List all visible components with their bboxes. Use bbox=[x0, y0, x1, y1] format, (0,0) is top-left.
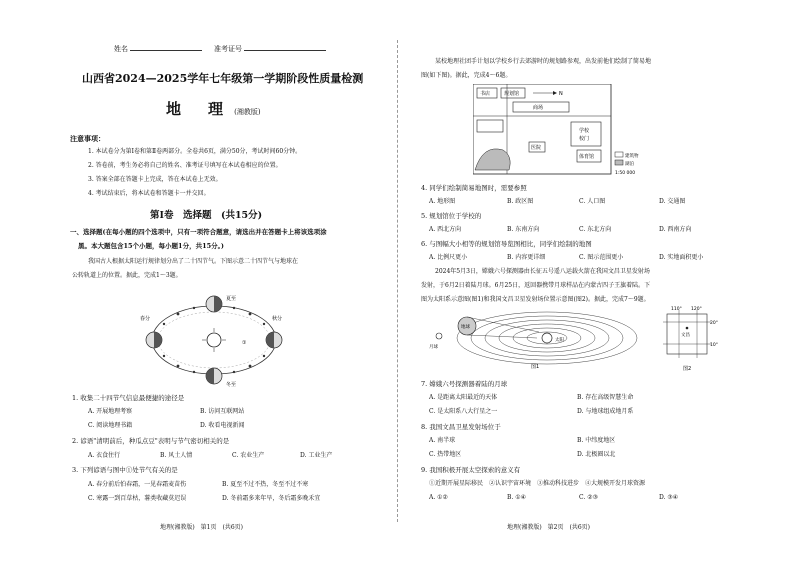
edition-label: (湘教版) bbox=[234, 108, 261, 116]
context-line: 公转轨道上的位置。据此，完成1～3题。 bbox=[72, 272, 182, 279]
option-b[interactable]: B. 内容更详细 bbox=[507, 254, 546, 261]
subject-line bbox=[166, 98, 261, 119]
right-page bbox=[397, 0, 794, 562]
solar-system-figure bbox=[427, 308, 647, 370]
question-stem: 8. 我国文昌卫星发射场位于 bbox=[421, 423, 501, 431]
scale-label: 1:50 000 bbox=[615, 171, 636, 176]
option-a[interactable]: A. 南半球 bbox=[429, 437, 456, 444]
map-label: 校门 bbox=[579, 136, 590, 142]
map-label: 商场 bbox=[533, 105, 544, 111]
sun-icon bbox=[542, 333, 552, 343]
lon-label: 110° bbox=[671, 307, 682, 312]
option-c[interactable]: C. 寒露一到百草枯，薯类收藏莫迟误 bbox=[88, 495, 187, 502]
pointer-line bbox=[467, 317, 539, 332]
option-c[interactable]: C. 人口图 bbox=[579, 198, 606, 205]
option-a[interactable]: A. 西北方向 bbox=[429, 226, 462, 233]
option-b[interactable]: B. ①④ bbox=[507, 494, 526, 501]
option-b[interactable]: B. 政区图 bbox=[507, 198, 534, 205]
option-d[interactable]: D. ③④ bbox=[659, 494, 679, 501]
option-d[interactable]: D. 冬前霜多来年旱，冬后霜多晚禾宜 bbox=[222, 495, 321, 502]
map-label: 书店 bbox=[480, 91, 491, 97]
page-footer: 地理(湘教版) 第2页 (共6页) bbox=[507, 524, 590, 531]
pointer-line bbox=[467, 335, 537, 338]
option-a[interactable]: A. 开展地理考察 bbox=[88, 408, 133, 415]
map-label: N bbox=[559, 91, 563, 97]
option-c[interactable]: C. 图示范围更小 bbox=[579, 254, 624, 261]
option-a[interactable]: A. 衣食住行 bbox=[88, 452, 121, 459]
fig-caption: 图2 bbox=[683, 366, 692, 372]
earth-top-icon bbox=[206, 296, 222, 312]
question-stem: 4. 同学们绘制简易地图时，需要参照 bbox=[421, 184, 527, 192]
option-a[interactable]: A. 地形图 bbox=[429, 198, 456, 205]
option-d[interactable]: D. 北极圈以北 bbox=[577, 451, 616, 458]
earth-bottom-icon bbox=[206, 368, 222, 384]
option-d[interactable]: D. 与地球组成地月系 bbox=[577, 408, 634, 415]
option-a[interactable]: A. 春分前后怕春霜，一见春霜麦苗伤 bbox=[88, 481, 187, 488]
option-c[interactable]: C. ②③ bbox=[579, 494, 598, 501]
marker-label: ① bbox=[242, 340, 247, 346]
legend-label: 湖泊 bbox=[625, 162, 634, 167]
option-b[interactable]: B. 东南方向 bbox=[507, 226, 540, 233]
fig-caption: 图1 bbox=[531, 364, 540, 370]
legend-building-icon bbox=[615, 152, 623, 157]
option-d[interactable]: D. 收看电视新闻 bbox=[200, 422, 245, 429]
option-d[interactable]: D. 工业生产 bbox=[300, 452, 333, 459]
option-d[interactable]: D. 实地面积更小 bbox=[659, 254, 704, 261]
term-label: 春分 bbox=[140, 316, 151, 322]
legend-label: 建筑物 bbox=[625, 154, 639, 159]
earth-right-icon bbox=[266, 332, 282, 348]
context-line: 发射，于6月2日着陆月球。6月25日，返回器携带月球样品在内蒙古四子王旗着陆。下 bbox=[421, 282, 651, 289]
lat-label: 20° bbox=[710, 321, 718, 326]
option-a[interactable]: A. 比例尺更小 bbox=[429, 254, 468, 261]
question-stem: 6. 与图幅大小相等的规划馆导览图相比，同学们绘制的地图 bbox=[421, 240, 592, 248]
subject-title: 地 理 bbox=[166, 100, 230, 118]
notice-item: 1. 本试卷分为第Ⅰ卷和第Ⅱ卷两部分。全卷共6页，满分50分，考试时间60分钟。 bbox=[88, 148, 302, 155]
sun-icon bbox=[207, 333, 221, 347]
legend-lake-icon bbox=[615, 160, 623, 165]
notice-item: 4. 考试结束后，将本试卷和答题卡一并交回。 bbox=[88, 190, 210, 197]
option-b[interactable]: B. 存在高级智慧生命 bbox=[577, 394, 634, 401]
term-label: 夏至 bbox=[226, 296, 237, 302]
map-label: 学校 bbox=[579, 128, 590, 134]
option-c[interactable]: C. 阅读地理书籍 bbox=[88, 422, 133, 429]
moon-icon bbox=[436, 333, 442, 339]
context-line: 2024年5月3日，嫦娥六号探测器由长征五号遥八运载火箭在我国文昌卫星发射场 bbox=[435, 268, 650, 275]
earth-left-icon bbox=[146, 332, 162, 348]
question-stem: 3. 下列谚语与图中①处节气有关的是 bbox=[72, 466, 178, 474]
launch-site-icon bbox=[686, 327, 689, 330]
notice-title: 注意事项： bbox=[70, 134, 105, 143]
option-c[interactable]: C. 是太阳系八大行星之一 bbox=[429, 408, 498, 415]
map-label: 医院 bbox=[531, 145, 542, 151]
option-a[interactable]: A. ①② bbox=[429, 494, 448, 501]
option-c[interactable]: C. 农业生产 bbox=[232, 452, 265, 459]
question-sub-statements: ①近期开展星际移民 ②认识宇宙环境 ③推动科技进步 ④大规模开发月球资源 bbox=[429, 480, 646, 487]
research-box bbox=[477, 120, 503, 132]
context-line: 我国古人根据太阳运行规律划分出了二十四节气。下图示意二十四节气与地球在 bbox=[88, 258, 299, 265]
name-field[interactable]: 姓名 bbox=[114, 45, 202, 54]
exam-title: 山西省2024—2025学年七年级第一学期阶段性质量检测 bbox=[82, 72, 364, 85]
wenchang-figure bbox=[663, 306, 723, 378]
option-b[interactable]: B. 访问互联网站 bbox=[200, 408, 245, 415]
question-stem: 7. 嫦娥六号探测器着陆的月球 bbox=[421, 380, 508, 388]
map-label: 规划馆 bbox=[504, 91, 520, 97]
option-b[interactable]: B. 夏至不过不热，冬至不过不寒 bbox=[222, 481, 309, 488]
question-stem: 5. 规划馆位于学校的 bbox=[421, 212, 482, 220]
option-b[interactable]: B. 中纬度地区 bbox=[577, 437, 616, 444]
option-b[interactable]: B. 风土人情 bbox=[160, 452, 193, 459]
page-footer: 地理(湘教版) 第1页 (共6页) bbox=[160, 524, 243, 531]
exam-id-field[interactable]: 准考证号 bbox=[214, 45, 326, 54]
instruction-line: 黑。本大题包含15个小题，每小题1分，共15分。) bbox=[78, 242, 224, 250]
school-map bbox=[473, 84, 643, 178]
school-box bbox=[571, 122, 601, 146]
context-line: 某校地理社团手计划以学校乡行去郊游时的规划路参观，出发前他们绘制了简易地 bbox=[435, 58, 652, 65]
instruction-line: 一、选择题(在每小题的四个选项中，只有一项符合题意，请选出并在答题卡上将该选项涂 bbox=[70, 228, 327, 236]
site-label: 文昌 bbox=[681, 333, 690, 338]
notice-item: 3. 答案全部在答题卡上完成，答在本试卷上无效。 bbox=[88, 176, 222, 183]
lon-label: 120° bbox=[691, 307, 702, 312]
question-stem: 1. 收集二十四节气信息最便捷的途径是 bbox=[72, 394, 185, 402]
term-label: 秋分 bbox=[272, 316, 283, 322]
question-stem: 2. 谚语"清明前后，种瓜点豆"表明与节气密切相关的是 bbox=[72, 437, 230, 445]
option-a[interactable]: A. 是距离太阳最近的天体 bbox=[429, 394, 498, 401]
lat-label: 10° bbox=[710, 343, 718, 348]
option-c[interactable]: C. 东北方向 bbox=[579, 226, 612, 233]
term-label: 冬至 bbox=[226, 382, 237, 388]
option-d[interactable]: D. 交通图 bbox=[659, 198, 686, 205]
question-stem: 9. 我国积极开展太空探索的意义有 bbox=[421, 466, 521, 474]
context-line: 图(如下图)。据此，完成4～6题。 bbox=[421, 72, 512, 79]
orbit-diagram bbox=[138, 292, 288, 388]
map-label: 体育馆 bbox=[579, 154, 595, 160]
fig-label: 月球 bbox=[429, 345, 438, 350]
fig-label: 地球 bbox=[461, 325, 470, 330]
option-c[interactable]: C. 热带地区 bbox=[429, 451, 462, 458]
fig-label: 太阳 bbox=[555, 338, 564, 343]
option-d[interactable]: D. 西南方向 bbox=[659, 226, 692, 233]
notice-item: 2. 答卷前，考生务必将自己的姓名、准考证号填写在本试卷相应的位置。 bbox=[88, 162, 282, 169]
section-title: 第Ⅰ卷 选择题 (共15分) bbox=[150, 210, 263, 221]
context-line: 图为太阳系示意图(图1)和我国文昌卫星发射场位置示意图(图2)。据此，完成7～9题。 bbox=[421, 296, 650, 303]
